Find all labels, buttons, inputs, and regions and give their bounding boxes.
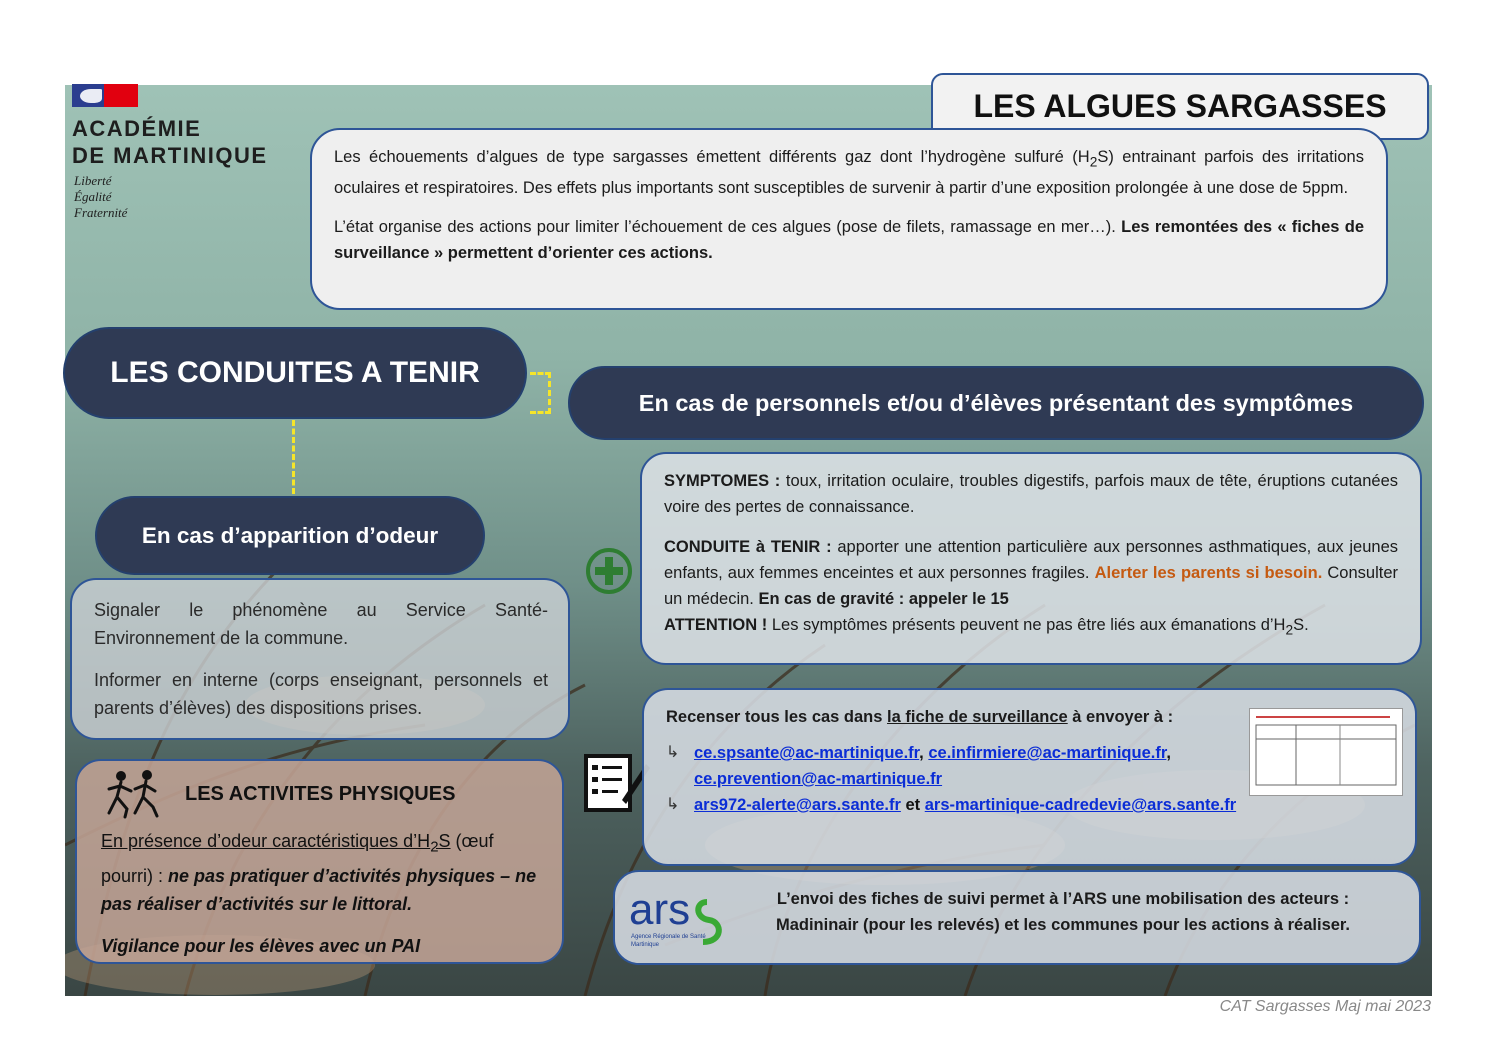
email-ars-cadredevie-link[interactable]: ars-martinique-cadredevie@ars.sante.fr xyxy=(924,796,1237,814)
conduites-title: LES CONDUITES A TENIR xyxy=(63,327,527,419)
email-line-academie: ↳ ce.spsante@ac-martinique.fr, ce.infirmiere@ac-martinique.fr, ce.prevention@ac-martinique.fr xyxy=(666,740,1395,792)
footer-note: CAT Sargasses Maj mai 2023 xyxy=(1219,998,1431,1015)
svg-text:Martinique: Martinique xyxy=(631,942,660,948)
fiche-surveillance-link[interactable]: la fiche de surveillance xyxy=(887,708,1068,726)
people-exercising-icon xyxy=(101,769,165,819)
intro-paragraph-1: Les échouements d’algues de type sargasses émettent différents gaz dont l’hydrogène sulfuré $(H_2S)$ entrainant parfois des irritations oculaires et respiratoires. Des effets plus importants sont susceptibles de survenir à partir d’une exposition prolongée à une dose de 5ppm. xyxy=(334,148,1364,198)
marianne-flag-icon xyxy=(72,84,138,107)
attention-paragraph: ATTENTION ! Les symptômes présents peuvent ne pas être liés aux émanations $d’H_2S$. xyxy=(664,616,1309,638)
ars-logo xyxy=(629,884,729,954)
email-prevention-link[interactable]: ce.prevention@ac-martinique.fr xyxy=(694,770,943,788)
activites-title: LES ACTIVITES PHYSIQUES xyxy=(185,783,456,805)
email-infirmiere-link[interactable]: ce.infirmiere@ac-martinique.fr xyxy=(928,744,1167,762)
email-ars-alerte-link[interactable]: ars972-alerte@ars.sante.fr xyxy=(694,796,901,814)
symptomes-title: En cas de personnels et/ou d’élèves présentant des symptômes xyxy=(568,366,1424,440)
svg-text:ars: ars xyxy=(629,885,691,934)
surveillance-form-thumbnail xyxy=(1249,708,1403,796)
connector-right xyxy=(530,372,551,414)
recensement-heading: Recenser tous les cas dans la fiche de surveillance à envoyer à : xyxy=(666,708,1174,726)
intro-card xyxy=(310,128,1388,310)
email-line-ars: ↳ ars972-alerte@ars.sante.fr et ars-martinique-cadredevie@ars.sante.fr xyxy=(666,792,1395,818)
connector-down xyxy=(292,420,295,494)
arrow-icon: ↳ xyxy=(666,744,680,761)
symptomes-card xyxy=(640,452,1422,665)
odeur-title: En cas d’apparition d’odeur xyxy=(95,496,485,575)
activites-text: En présence d’odeur caractéristiques $d’H_2S$ (œuf pourri) : ne pas pratiquer d’activités physiques – ne pas réaliser d’activités sur le littoral. xyxy=(101,831,537,914)
symptomes-paragraph: SYMPTOMES : toux, irritation oculaire, troubles digestifs, parfois maux de tête, éruptions cutanées voire des pertes de connaissance. xyxy=(664,472,1398,516)
email-spsante-link[interactable]: ce.spsante@ac-martinique.fr xyxy=(694,744,920,762)
signal-paragraph: Signaler le phénomène au Service Santé-Environnement de la commune. xyxy=(94,600,548,648)
inform-paragraph: Informer en interne (corps enseignant, personnels et parents d’élèves) des dispositions prises. xyxy=(94,670,548,718)
svg-text:Agence Régionale de Santé: Agence Régionale de Santé xyxy=(631,934,706,940)
academie-logo xyxy=(72,84,282,224)
ars-card xyxy=(613,870,1421,965)
activites-card xyxy=(75,759,564,964)
pai-warning: Vigilance pour les élèves avec un PAI xyxy=(101,935,421,956)
intro-paragraph-2: L’état organise des actions pour limiter l’échouement de ces algues (pose de filets, ramassage en mer…). Les remontées des « fiches de surveillance » permettent d’orienter ces actions. xyxy=(334,218,1365,263)
plus-circle-icon xyxy=(585,547,633,595)
logo-name: ACADÉMIE DE MARTINIQUE xyxy=(72,116,268,168)
recensement-card xyxy=(642,688,1417,866)
page-title: LES ALGUES SARGASSES xyxy=(973,88,1387,124)
logo-motto: Liberté Égalité Fraternité xyxy=(74,173,128,220)
ars-text: L’envoi des fiches de suivi permet à l’ARS une mobilisation des acteurs : Madininair (pour les relevés) et les communes pour les actions à réaliser. xyxy=(775,890,1351,934)
arrow-icon: ↳ xyxy=(666,796,680,813)
activites-header xyxy=(101,761,540,827)
odeur-actions-card xyxy=(70,578,570,740)
conduite-paragraph: CONDUITE à TENIR : apporter une attention particulière aux personnes asthmatiques, aux jeunes enfants, aux femmes enceintes et aux personnes fragiles. Alerter les parents si besoin. Consulter un médecin. En cas de gravité : appeler le 15 xyxy=(664,538,1398,608)
